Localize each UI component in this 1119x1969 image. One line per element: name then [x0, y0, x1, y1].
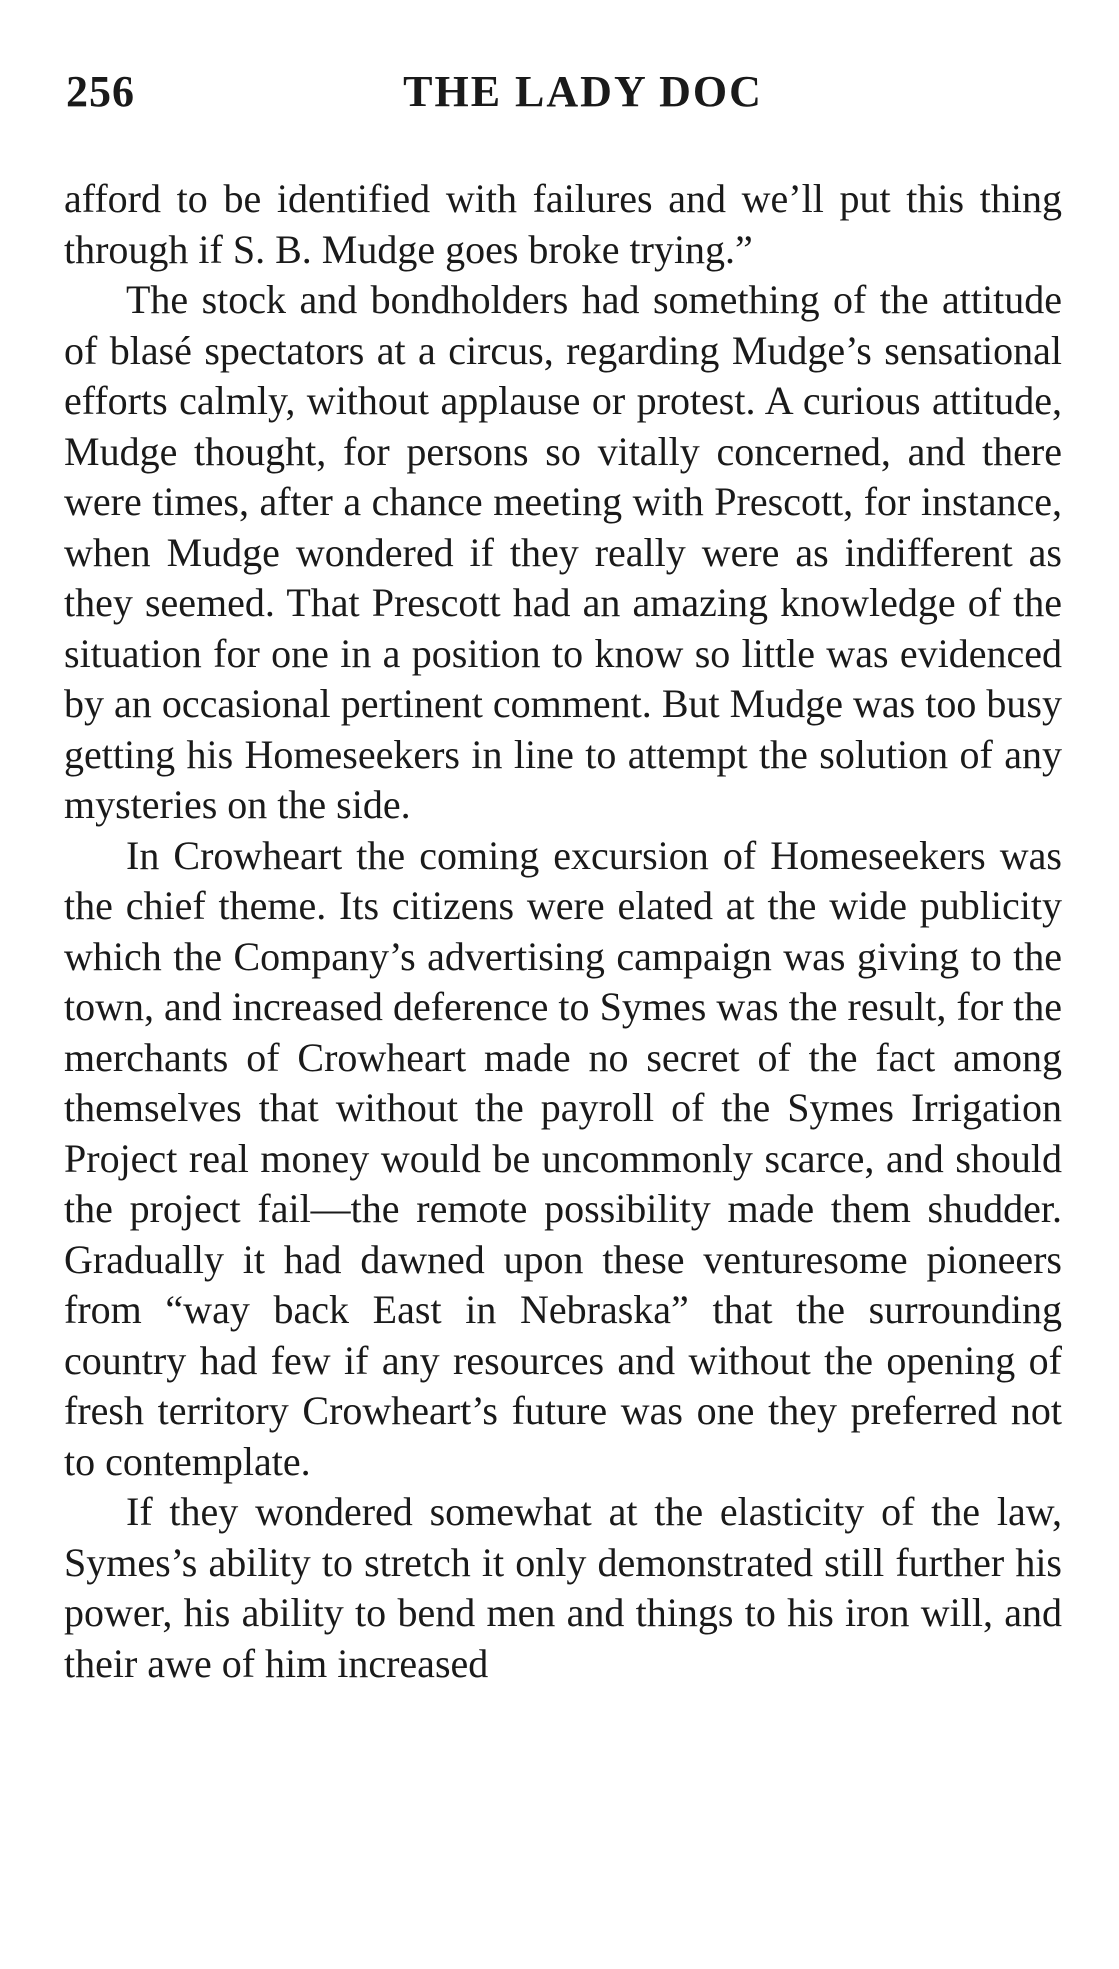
- book-title: THE LADY DOC: [403, 67, 763, 116]
- paragraph: afford to be identified with failures and we’ll put this thing through if S. B. Mudge goes broke trying.”: [64, 176, 1062, 272]
- body-text: [64, 174, 1062, 1689]
- page-number: 256: [66, 67, 135, 116]
- book-page: [64, 62, 1062, 1689]
- paragraph: The stock and bondholders had something of the attitude of blasé spectators at a circus, regarding Mudge’s sensational efforts calmly, without applause or protest. A curious attitude, Mudge thought, for persons so vitally concerned, and there were times, after a chance meeting with Prescott, for instance, when Mudge wondered if they really were as indifferent as they seemed. That Prescott had an amazing knowledge of the situation for one in a position to know so little was evidenced by an occasional pertinent comment. But Mudge was too busy getting his Homeseekers in line to attempt the solution of any mysteries on the side.: [64, 277, 1062, 827]
- paragraph: In Crowheart the coming excursion of Homeseekers was the chief theme. Its citizens were elated at the wide publicity which the Company’s advertising campaign was giving to the town, and increased deference to Symes was the result, for the merchants of Crowheart made no secret of the fact among themselves that without the payroll of the Symes Irrigation Project real money would be uncommonly scarce, and should the project fail—the remote possibility made them shudder. Gradually it had dawned upon these venturesome pioneers from “way back East in Nebraska” that the surrounding country had few if any resources and without the opening of fresh territory Crowheart’s future was one they preferred not to contemplate.: [64, 832, 1062, 1484]
- running-head: [64, 62, 1062, 122]
- paragraph: If they wondered somewhat at the elasticity of the law, Symes’s ability to stretch it only demonstrated still further his power, his ability to bend men and things to his iron will, and their awe of him increased: [64, 1489, 1062, 1686]
